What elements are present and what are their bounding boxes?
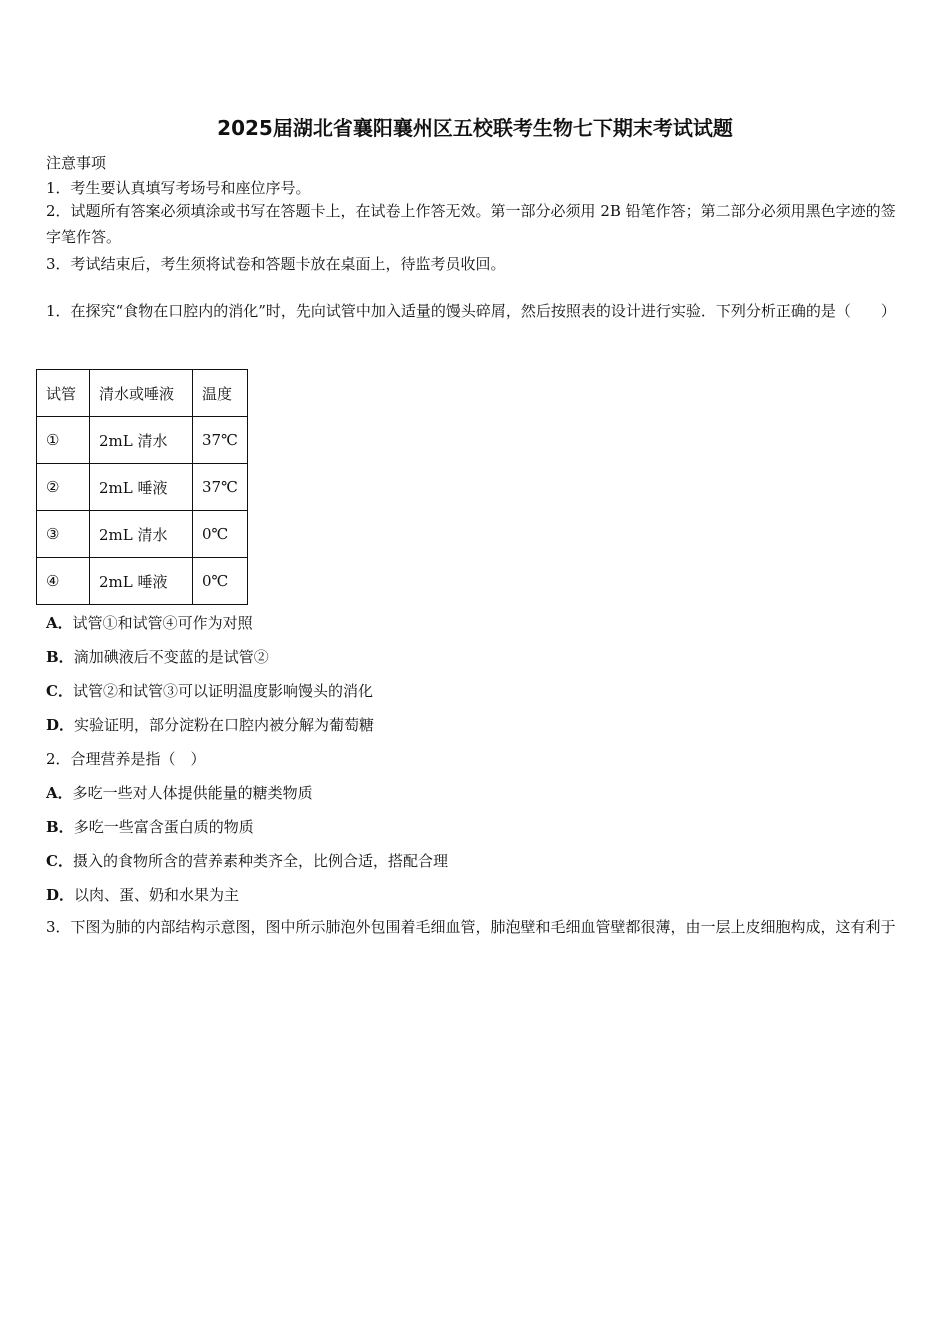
table-cell: 0℃ [193, 511, 248, 558]
table-cell: 2mL 清水 [90, 511, 193, 558]
question-1-option-b [46, 646, 269, 667]
table-cell: 37℃ [193, 464, 248, 511]
question-1-stem: 1．在探究“食物在口腔内的消化”时，先向试管中加入适量的馒头碎屑，然后按照表的设计进行实验．下列分析正确的是（ ） [46, 302, 896, 320]
table-cell: 37℃ [193, 417, 248, 464]
notice-heading: 注意事项 [46, 154, 107, 172]
option-text: 摄入的食物所含的营养素种类齐全，比例合适，搭配合理 [72, 852, 448, 870]
question-1-option-c [46, 680, 373, 701]
table-row [37, 558, 248, 605]
table-cell: 2mL 唾液 [90, 558, 193, 605]
table-header-cell: 试管 [37, 370, 90, 417]
question-1-option-a [46, 612, 253, 633]
table-header-cell: 清水或唾液 [90, 370, 193, 417]
exam-title: 2025届湖北省襄阳襄州区五校联考生物七下期末考试试题 [217, 116, 733, 140]
table-cell: ③ [37, 511, 90, 558]
question-3-stem: 3．下图为肺的内部结构示意图，图中所示肺泡外包围着毛细血管，肺泡壁和毛细血管壁都很薄，由一层上皮细胞构成，这有利于 [46, 918, 896, 936]
experiment-table [36, 369, 248, 605]
table-header-cell: 温度 [193, 370, 248, 417]
option-letter: C． [46, 852, 73, 870]
option-letter: D． [46, 716, 75, 734]
question-2-option-d [46, 884, 239, 905]
question-2-stem: 2．合理营养是指（ ） [46, 750, 206, 768]
option-letter: D． [46, 886, 75, 904]
table-cell: 2mL 唾液 [90, 464, 193, 511]
option-text: 试管②和试管③可以证明温度影响馒头的消化 [72, 682, 373, 700]
option-text: 试管①和试管④可作为对照 [72, 614, 253, 632]
question-2-option-b [46, 816, 254, 837]
option-letter: A． [46, 614, 73, 632]
option-letter: A． [46, 784, 73, 802]
table-row [37, 511, 248, 558]
table-header-row [37, 370, 248, 417]
question-2-option-a [46, 782, 313, 803]
question-1-option-d [46, 714, 374, 735]
option-text: 以肉、蛋、奶和水果为主 [74, 886, 240, 904]
notice-item-1: 1．考生要认真填写考场号和座位序号。 [46, 179, 311, 197]
option-text: 多吃一些对人体提供能量的糖类物质 [72, 784, 313, 802]
option-letter: B． [46, 818, 74, 836]
table-cell: ② [37, 464, 90, 511]
notice-item-3: 3．考试结束后，考生须将试卷和答题卡放在桌面上，待监考员收回。 [46, 255, 506, 273]
option-text: 实验证明，部分淀粉在口腔内被分解为葡萄糖 [74, 716, 375, 734]
option-letter: C． [46, 682, 73, 700]
table-row [37, 417, 248, 464]
option-letter: B． [46, 648, 74, 666]
option-text: 多吃一些富含蛋白质的物质 [73, 818, 254, 836]
table-cell: ① [37, 417, 90, 464]
table-cell: ④ [37, 558, 90, 605]
notice-item-2: 2．试题所有答案必须填涂或书写在答题卡上，在试卷上作答无效。第一部分必须用 2B 铅笔作答；第二部分必须用黑色字迹的签字笔作答。 [46, 202, 896, 246]
table-cell: 2mL 清水 [90, 417, 193, 464]
question-2-option-c [46, 850, 448, 871]
table-row [37, 464, 248, 511]
table-cell: 0℃ [193, 558, 248, 605]
option-text: 滴加碘液后不变蓝的是试管② [73, 648, 269, 666]
